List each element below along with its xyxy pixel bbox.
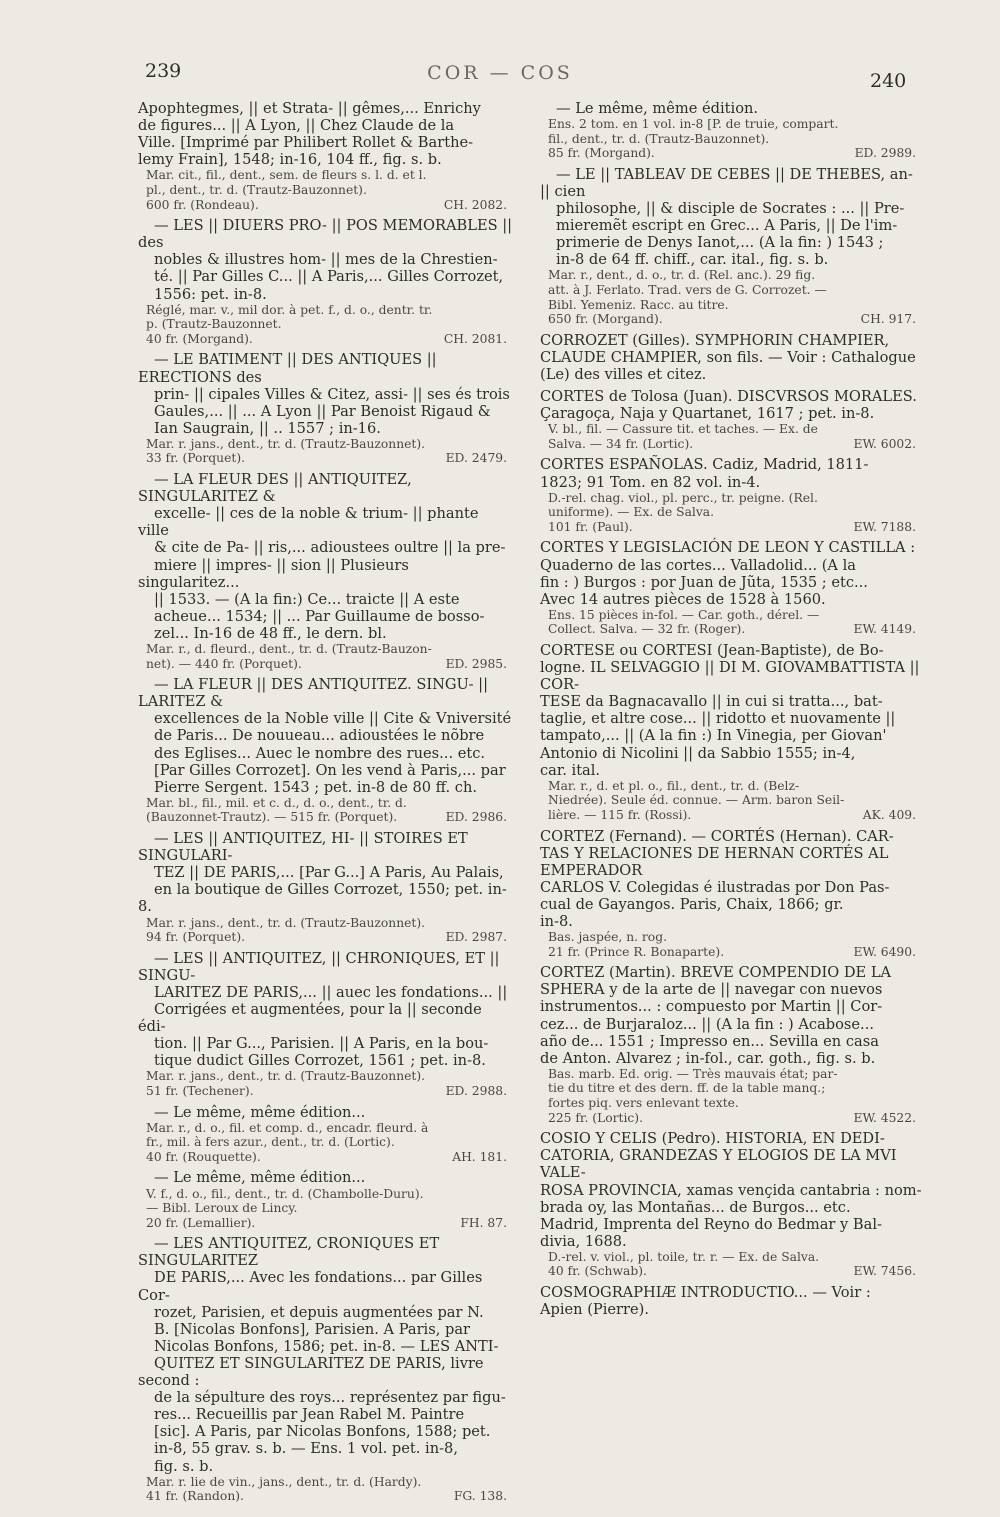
binding-note: [548, 1250, 922, 1265]
text-line: CATORIA, GRANDEZAS Y ELOGIOS DE LA MVI VALE-: [540, 1147, 897, 1182]
text-line: V. f., d. o., fil., dent., tr. d. (Chambolle-Duru).: [146, 1186, 424, 1201]
catalogue-reference: CH. 2081.: [443, 331, 507, 346]
sub-entry: [540, 100, 922, 117]
sale-price: 20 fr. (Lemallier).: [146, 1215, 256, 1230]
text-line: in-8.: [540, 913, 573, 930]
binding-note: [548, 268, 922, 312]
text-line: fin : ) Burgos : por Juan de Jũta, 1535 ; etc...: [540, 573, 868, 591]
catalogue-entry: [540, 1130, 922, 1250]
sale-price: 600 fr. (Rondeau).: [146, 197, 259, 212]
price-line: [548, 520, 922, 535]
text-line: prin- || cipales Villes & Citez, assi- || ses és trois: [154, 385, 510, 403]
sale-price: 101 fr. (Paul).: [548, 519, 633, 534]
text-line: Mar. r., d. o., fil. et comp. d., encadr. fleurd. à: [146, 1120, 429, 1135]
text-line: — Bibl. Leroux de Lincy.: [146, 1201, 298, 1216]
text-line: 1823; 91 Tom. en 82 vol. in-4.: [540, 473, 761, 491]
text-line: CORTEZ (Martin). BREVE COMPENDIO DE LA: [540, 964, 892, 982]
sale-price: 94 fr. (Porquet).: [146, 930, 246, 945]
catalogue-entry: [540, 332, 922, 383]
text-line: Çaragoça, Naja y Quartanet, 1617 ; pet. in-8.: [540, 405, 875, 423]
entry-continuation: [138, 100, 513, 168]
text-line: — LE || TABLEAV DE CEBES || DE THEBES, an- || cien: [540, 165, 913, 200]
text-line: — LE BATIMENT || DES ANTIQUES || ERECTIONS des: [138, 351, 437, 386]
text-line: — Le même, même édition...: [154, 1169, 366, 1187]
text-line: — LES || ANTIQUITEZ, HI- || STOIRES ET SINGULARI-: [138, 830, 468, 865]
sale-price: lière. — 115 fr. (Rossi).: [548, 807, 692, 822]
text-line: tampato,... || (A la fin :) In Vinegia, per Giovan': [540, 727, 887, 745]
text-line: Corrigées et augmentées, pour la || seconde édi-: [138, 1000, 482, 1036]
text-line: Avec 14 autres pièces de 1528 à 1560.: [540, 590, 826, 608]
binding-note: [146, 1069, 513, 1084]
binding-note: [548, 930, 922, 945]
text-line: Mar. r. lie de vin., jans., dent., tr. d. (Hardy).: [146, 1474, 422, 1489]
text-line: primerie de Denys Ianot,... (A la fin: ) 1543 ;: [556, 234, 884, 252]
text-line: TAS Y RELACIONES DE HERNAN CORTÉS AL EMPERADOR: [540, 844, 889, 879]
text-line: Madrid, Imprenta del Reyno do Bedmar y Bal-: [540, 1215, 882, 1233]
entry-gap: [138, 1504, 513, 1509]
text-line: Réglé, mar. v., mil dor. à pet. f., d. o., dentr. tr.: [146, 302, 433, 317]
text-line: pl., dent., tr. d. (Trautz-Bauzonnet).: [146, 182, 367, 197]
text-line: Quaderno de las cortes... Valladolid... (A la: [540, 556, 856, 574]
text-line: excellences de la Noble ville || Cite & Vniversité: [154, 710, 512, 728]
binding-note: [146, 303, 513, 332]
price-line: [146, 451, 513, 466]
price-line: [548, 622, 922, 637]
sub-entry: [138, 471, 513, 642]
text-line: lemy Frain], 1548; in-16, 104 ff., fig. s. b.: [138, 151, 442, 169]
text-line: — LES || DIUERS PRO- || POS MEMORABLES || des: [138, 217, 513, 252]
catalogue-reference: FG. 138.: [453, 1489, 507, 1504]
sale-price: 40 fr. (Morgand).: [146, 331, 253, 346]
text-line: att. à J. Ferlato. Trad. vers de G. Corrozet. —: [548, 283, 827, 298]
text-line: COSIO Y CELIS (Pedro). HISTORIA, EN DEDI-: [540, 1130, 885, 1148]
text-line: CORTES de Tolosa (Juan). DISCVRSOS MORALES.: [540, 388, 917, 406]
text-line: cual de Gayangos. Paris, Chaix, 1866; gr.: [540, 895, 844, 913]
text-line: B. [Nicolas Bonfons], Parisien. A Paris, par: [154, 1320, 470, 1338]
binding-note: [146, 1121, 513, 1150]
binding-note: [146, 916, 513, 931]
text-line: V. bl., fil. — Cassure tit. et taches. — Ex. de: [548, 422, 818, 437]
sale-price: Salva. — 34 fr. (Lortic).: [548, 436, 694, 451]
text-line: Mar. r. jans., dent., tr. d. (Trautz-Bauzonnet).: [146, 436, 426, 451]
text-line: rozet, Parisien, et depuis augmentées par N.: [154, 1303, 484, 1321]
text-line: SPHERA y de la arte de || navegar con nuevos: [540, 981, 883, 999]
catalogue-reference: ED. 2986.: [445, 810, 507, 825]
catalogue-reference: EW. 6002.: [853, 436, 916, 451]
text-line: Antonio di Nicolini || da Sabbio 1555; in-4,: [540, 744, 856, 762]
text-line: — Le même, même édition.: [556, 100, 759, 117]
binding-note: [548, 779, 922, 808]
sale-price: 41 fr. (Randon).: [146, 1489, 244, 1504]
text-line: Niedrée). Seule éd. connue. — Arm. baron Seil-: [548, 793, 845, 808]
text-line: tion. || Par G..., Parisien. || A Paris, en la bou-: [154, 1035, 489, 1053]
catalogue-entry: [540, 964, 922, 1067]
catalogue-reference: ED. 2987.: [445, 930, 507, 945]
catalogue-entry: [540, 388, 922, 422]
price-line: [146, 1489, 513, 1504]
text-line: Ian Saugrain, || .. 1557 ; in-16.: [154, 419, 381, 437]
catalogue-reference: ED. 2989.: [854, 146, 916, 161]
text-line: uniforme). — Ex. de Salva.: [548, 505, 715, 520]
sub-entry: [138, 217, 513, 302]
catalogue-reference: EW. 4522.: [853, 1110, 916, 1125]
text-line: en la boutique de Gilles Corrozet, 1550; pet. in-8.: [138, 881, 507, 916]
text-line: té. || Par Gilles C... || A Paris,... Gilles Corrozet,: [154, 268, 504, 286]
text-line: in-8, 55 grav. s. b. — Ens. 1 vol. pet. in-8,: [154, 1440, 458, 1458]
binding-note: [146, 1187, 513, 1216]
price-line: [146, 1084, 513, 1099]
text-line: des Eglises... Auec le nombre des rues... etc.: [154, 744, 486, 762]
text-line: ROSA PROVINCIA, xamas vençida cantabria : nom-: [540, 1181, 922, 1199]
text-line: tique dudict Gilles Corrozet, 1561 ; pet. in-8.: [154, 1052, 486, 1070]
sale-price: 225 fr. (Lortic).: [548, 1110, 643, 1125]
page-number-left: 239: [145, 60, 182, 82]
text-line: CORTES Y LEGISLACIÓN DE LEON Y CASTILLA :: [540, 539, 916, 557]
text-line: CORTES ESPAÑOLAS. Cadiz, Madrid, 1811-: [540, 456, 869, 474]
text-line: LARITEZ DE PARIS,... || auec les fondations... ||: [154, 983, 508, 1001]
binding-note: [548, 1067, 922, 1111]
catalogue-entry: [540, 456, 922, 490]
price-line: [146, 332, 513, 347]
text-line: divia, 1688.: [540, 1232, 627, 1250]
sale-price: 40 fr. (Schwab).: [548, 1264, 647, 1279]
price-line: [146, 657, 513, 672]
text-line: Mar. r., dent., d. o., tr. d. (Rel. anc.). 29 fig.: [548, 268, 816, 283]
catalogue-reference: EW. 4149.: [853, 622, 916, 637]
catalogue-entry: [540, 642, 922, 779]
catalogue-reference: FH. 87.: [460, 1215, 507, 1230]
text-line: brada oy, las Montañas... de Burgos... etc.: [540, 1198, 851, 1216]
binding-note: [548, 608, 922, 623]
text-line: Mar. r. jans., dent., tr. d. (Trautz-Bauzonnet).: [146, 1069, 426, 1084]
left-column: [138, 100, 513, 1509]
sale-price: 21 fr. (Prince R. Bonaparte).: [548, 944, 725, 959]
catalogue-reference: AH. 181.: [452, 1149, 507, 1164]
text-line: philosophe, || & disciple de Socrates : ... || Pre-: [556, 200, 905, 218]
text-line: de Anton. Alvarez ; in-fol., car. goth., fig. s. b.: [540, 1049, 876, 1067]
text-line: 1556: pet. in-8.: [154, 285, 267, 303]
text-line: año de... 1551 ; Impresso en... Sevilla en casa: [540, 1032, 879, 1050]
text-line: Mar. r. jans., dent., tr. d. (Trautz-Bauzonnet).: [146, 915, 426, 930]
text-line: Apophtegmes, || et Strata- || gêmes,... Enrichy: [138, 100, 481, 117]
sale-price: 85 fr. (Morgand).: [548, 146, 655, 161]
catalogue-entry: [540, 1284, 922, 1318]
sale-price: (Bauzonnet-Trautz). — 515 fr. (Porquet).: [146, 810, 398, 825]
price-line: [548, 945, 922, 960]
text-line: CORTESE ou CORTESI (Jean-Baptiste), de Bo-: [540, 642, 884, 659]
sub-entry: [138, 950, 513, 1070]
text-line: de Paris... De nouueau... adioustées le nõbre: [154, 727, 485, 745]
price-line: [548, 1111, 922, 1126]
text-line: Apien (Pierre).: [540, 1301, 649, 1319]
sale-price: 33 fr. (Porquet).: [146, 451, 246, 466]
text-line: fr., mil. à fers azur., dent., tr. d. (Lortic).: [146, 1135, 395, 1150]
binding-note: [146, 437, 513, 452]
price-line: [146, 198, 513, 213]
text-line: fil., dent., tr. d. (Trautz-Bauzonnet).: [548, 131, 770, 146]
text-line: — Le même, même édition...: [154, 1103, 366, 1121]
binding-note: [548, 422, 922, 437]
text-line: cez... de Burjaraloz... || (A la fin : ) Acabose...: [540, 1015, 874, 1033]
binding-note: [146, 642, 513, 657]
sub-entry: [540, 166, 922, 269]
text-line: Ens. 15 pièces in-fol. — Car. goth., dérel. —: [548, 607, 820, 622]
text-line: mieremẽt escript en Grec... A Paris, || De l'im-: [556, 217, 898, 235]
text-line: acheue... 1534; || ... Par Guillaume de bosso-: [154, 607, 485, 625]
sale-price: Collect. Salva. — 32 fr. (Roger).: [548, 622, 746, 637]
text-line: & cite de Pa- || ris,... adioustees oultre || la pre-: [154, 539, 506, 557]
catalogue-reference: ED. 2985.: [445, 656, 507, 671]
text-line: res... Recueillis par Jean Rabel M. Paintre: [154, 1406, 465, 1424]
catalogue-reference: ED. 2988.: [445, 1083, 507, 1098]
catalogue-reference: EW. 7188.: [853, 519, 916, 534]
binding-note: [548, 117, 922, 146]
binding-note: [146, 168, 513, 197]
price-line: [146, 810, 513, 825]
sub-entry: [138, 1169, 513, 1186]
text-line: CORTEZ (Fernand). — CORTÉS (Hernan). CAR-: [540, 827, 894, 845]
text-line: Gaules,... || ... A Lyon || Par Benoist Rigaud &: [154, 402, 491, 420]
text-line: de figures... || A Lyon, || Chez Claude de la: [138, 117, 455, 135]
text-line: in-8 de 64 ff. chiff., car. ital., fig. s. b.: [556, 251, 829, 269]
text-line: Nicolas Bonfons, 1586; pet. in-8. — LES ANTI-: [154, 1337, 499, 1355]
text-line: — LES || ANTIQUITEZ, || CHRONIQUES, ET || SINGU-: [138, 949, 500, 984]
sale-price: net). — 440 fr. (Porquet).: [146, 656, 302, 671]
catalogue-entry: [540, 828, 922, 931]
text-line: (Le) des villes et citez.: [540, 366, 707, 383]
text-line: tie du titre et des dern. ff. de la table manq.;: [548, 1081, 826, 1096]
sale-price: 51 fr. (Techener).: [146, 1083, 254, 1098]
sub-entry: [138, 1104, 513, 1121]
text-line: TESE da Bagnacavallo || in cui si tratta..., bat-: [540, 693, 883, 711]
right-column: [540, 100, 922, 1318]
catalogue-reference: AK. 409.: [862, 807, 916, 822]
text-line: miere || impres- || sion || Plusieurs singularitez...: [138, 556, 409, 591]
text-line: car. ital.: [540, 761, 601, 779]
catalogue-entry: [540, 539, 922, 607]
price-line: [548, 1264, 922, 1279]
text-line: zel... In-16 de 48 ff., le dern. bl.: [154, 624, 387, 642]
text-line: [sic]. A Paris, par Nicolas Bonfons, 1588; pet.: [154, 1423, 491, 1441]
catalogue-reference: ED. 2479.: [445, 451, 507, 466]
text-line: instrumentos... : compuesto por Martin || Cor-: [540, 998, 883, 1016]
text-line: CARLOS V. Colegidas é ilustradas por Don Pas-: [540, 878, 890, 896]
text-line: D.-rel. chag. viol., pl. perc., tr. peigne. (Rel.: [548, 490, 818, 505]
price-line: [146, 1150, 513, 1165]
text-line: COSMOGRAPHIÆ INTRODUCTIO... — Voir :: [540, 1284, 871, 1302]
text-line: CLAUDE CHAMPIER, son fils. — Voir : Cathalogue: [540, 348, 916, 366]
text-line: — LA FLEUR DES || ANTIQUITEZ, SINGULARITEZ &: [138, 471, 412, 506]
text-line: Mar. cit., fil., dent., sem. de fleurs s. l. d. et l.: [146, 168, 427, 183]
text-line: logne. IL SELVAGGIO || DI M. GIOVAMBATTISTA || COR-: [540, 659, 920, 694]
price-line: [548, 808, 922, 823]
catalogue-reference: CH. 917.: [860, 312, 916, 327]
text-line: fig. s. b.: [154, 1457, 214, 1475]
sub-entry: [138, 830, 513, 915]
price-line: [146, 930, 513, 945]
text-line: Bas. marb. Ed. orig. — Très mauvais état; par-: [548, 1066, 838, 1081]
text-line: QUITEZ ET SINGULARITEZ DE PARIS, livre second :: [138, 1354, 484, 1390]
text-line: Bas. jaspée, n. rog.: [548, 930, 667, 945]
text-line: taglie, et altre cose... || ridotto et nuovamente ||: [540, 710, 896, 728]
text-line: D.-rel. v. viol., pl. toile, tr. r. — Ex. de Salva.: [548, 1249, 820, 1264]
catalogue-reference: EW. 6490.: [853, 944, 916, 959]
text-line: Bibl. Yemeniz. Racc. au titre.: [548, 297, 729, 312]
text-line: de la sépulture des roys... représentez par figu-: [154, 1389, 506, 1407]
catalogue-reference: EW. 7456.: [853, 1264, 916, 1279]
sub-entry: [138, 351, 513, 436]
sale-price: 40 fr. (Rouquette).: [146, 1149, 261, 1164]
page-number-right: 240: [870, 70, 907, 92]
binding-note: [548, 491, 922, 520]
sub-entry: [138, 1235, 513, 1474]
text-line: DE PARIS,... Avec les fondations... par Gilles Cor-: [138, 1269, 483, 1304]
price-line: [548, 437, 922, 452]
text-line: Mar. r., d. et pl. o., fil., dent., tr. d. (Belz-: [548, 778, 800, 793]
catalogue-reference: CH. 2082.: [443, 197, 507, 212]
text-line: Pierre Sergent. 1543 ; pet. in-8 de 80 ff. ch.: [154, 778, 478, 796]
text-line: || 1533. — (A la fin:) Ce... traicte || A este: [154, 590, 460, 608]
running-head: COR — COS: [427, 62, 573, 84]
text-line: — LES ANTIQUITEZ, CRONIQUES ET SINGULARITEZ: [138, 1235, 440, 1270]
text-line: CORROZET (Gilles). SYMPHORIN CHAMPIER,: [540, 331, 890, 349]
price-line: [146, 1216, 513, 1231]
binding-note: [146, 1475, 513, 1490]
text-line: Mar. bl., fil., mil. et c. d., d. o., dent., tr. d.: [146, 795, 407, 810]
price-line: [548, 146, 922, 161]
text-line: — LA FLEUR || DES ANTIQUITEZ. SINGU- || LARITEZ &: [138, 676, 488, 711]
text-line: nobles & illustres hom- || mes de la Chrestien-: [154, 251, 498, 269]
text-line: Ens. 2 tom. en 1 vol. in-8 [P. de truie, compart.: [548, 117, 839, 132]
text-line: p. (Trautz-Bauzonnet.: [146, 317, 282, 332]
price-line: [548, 312, 922, 327]
sub-entry: [138, 676, 513, 796]
text-line: fortes piq. vers enlevant texte.: [548, 1096, 739, 1111]
binding-note: [146, 796, 513, 811]
text-line: TEZ || DE PARIS,... [Par G...] A Paris, Au Palais,: [154, 864, 504, 882]
text-line: Mar. r., d. fleurd., dent., tr. d. (Trautz-Bauzon-: [146, 642, 432, 656]
text-line: [Par Gilles Corrozet]. On les vend à Paris,... par: [154, 761, 506, 779]
text-line: Ville. [Imprimé par Philibert Rollet & Barthe-: [138, 134, 474, 152]
sale-price: 650 fr. (Morgand).: [548, 312, 663, 327]
page-header: [0, 52, 1000, 92]
text-line: excelle- || ces de la noble & trium- || phante ville: [138, 505, 479, 540]
